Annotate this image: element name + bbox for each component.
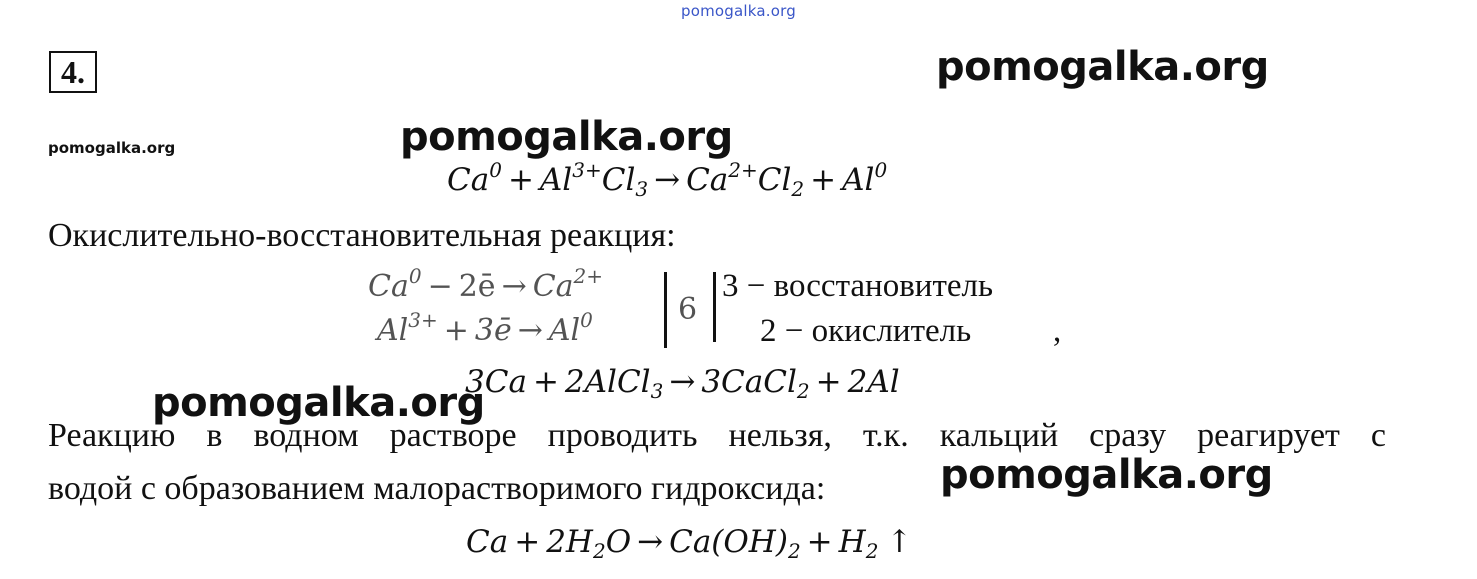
redox-heading: Окислительно-восстановительная реакция: [48,217,676,254]
balance-lcm: 6 [678,292,698,327]
watermark-top: pomogalka.org [681,2,796,20]
watermark-large-right: pomogalka.org [940,452,1273,498]
task-number: 4. [49,51,97,93]
equation-main: $Ca^0 + Al^{3+}Cl_3 \to Ca^{2+}Cl_2 + Al^0$ [447,158,888,201]
coefficient-oxidizer: 2 − окислитель [760,313,972,349]
trailing-comma: , [1053,313,1062,349]
balance-divider-right [713,272,716,342]
paragraph-line-1: Реакцию в водном растворе проводить нельзя, т.к. кальций сразу реагирует с [48,417,1386,454]
equation-water: $Ca + 2H_2O \to Ca(OH)_2 + H_2$ ↑ [466,524,913,563]
half-reaction-reduction: $Al^{3+}$ + 3ē → $Al^0$ [377,308,593,348]
equation-balanced: 3Ca + 2AlCl$_3$ → 3CaCl$_2$ + 2Al [465,364,900,403]
coefficient-reducer: 3 − восстановитель [722,268,994,304]
balance-divider-left [664,272,667,348]
watermark-large-center: pomogalka.org [400,114,733,160]
watermark-small-left: pomogalka.org [48,139,176,157]
watermark-large-left: pomogalka.org [152,380,485,426]
watermark-large-top-right: pomogalka.org [936,44,1269,90]
paragraph-line-2: водой с образованием малорастворимого гидроксида: [48,470,826,507]
half-reaction-oxidation: $Ca^0$ − 2ē → $Ca^{2+}$ [368,264,604,304]
